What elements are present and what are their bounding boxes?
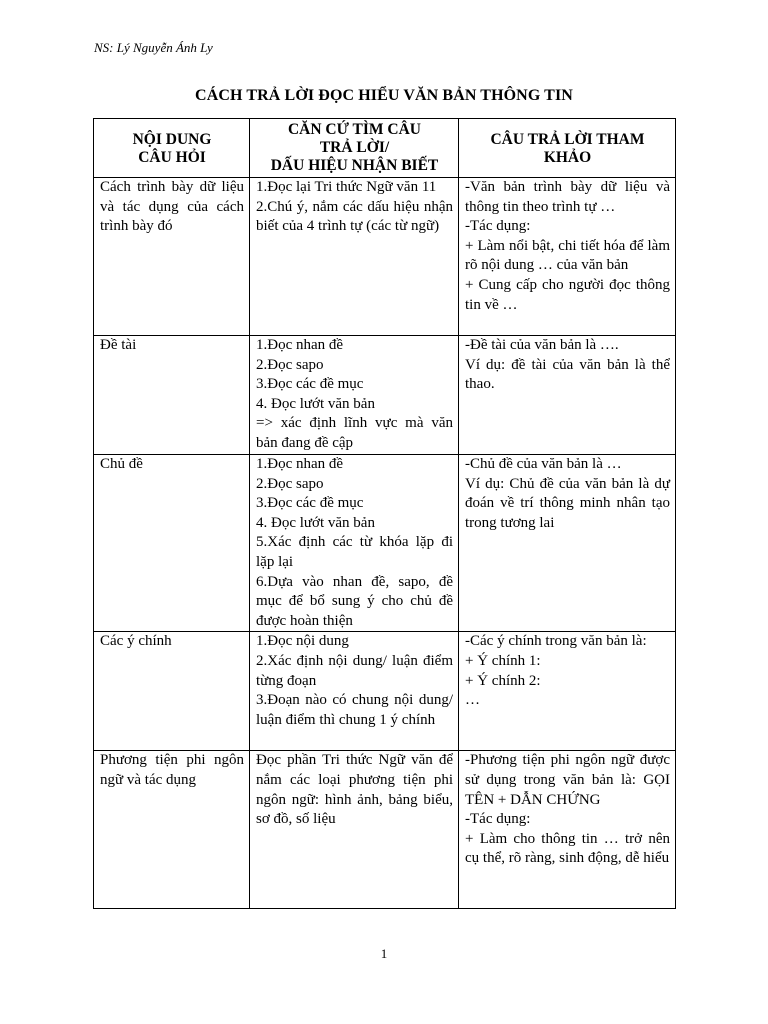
answer-cell: -Văn bản trình bày dữ liệu và thông tin theo trình tự … -Tác dụng: + Làm nổi bật, chi tiết hóa để làm rõ nội dung … của văn bản + Cung cấp cho người đọc thông tin về …	[459, 178, 676, 336]
question-cell: Chủ đề	[94, 455, 250, 632]
answer-cell: -Đề tài của văn bản là …. Ví dụ: đề tài của văn bản là thể thao.	[459, 336, 676, 455]
basis-cell: Đọc phần Tri thức Ngữ văn để nắm các loại phương tiện phi ngôn ngữ: hình ảnh, bảng biểu, sơ đồ, số liệu	[250, 751, 459, 909]
header-answer-basis: CĂN CỨ TÌM CÂU TRẢ LỜI/ DẤU HIỆU NHẬN BIẾT	[250, 119, 459, 178]
table-row	[94, 632, 676, 751]
basis-cell: 1.Đọc nội dung 2.Xác định nội dung/ luận điểm từng đoạn 3.Đoạn nào có chung nội dung/ luận điểm thì chung 1 ý chính	[250, 632, 459, 751]
question-cell: Các ý chính	[94, 632, 250, 751]
answer-guide-table	[93, 118, 676, 909]
question-cell: Đề tài	[94, 336, 250, 455]
basis-cell: 1.Đọc lại Tri thức Ngữ văn 11 2.Chú ý, nắm các dấu hiệu nhận biết của 4 trình tự (các từ ngữ)	[250, 178, 459, 336]
basis-cell: 1.Đọc nhan đề 2.Đọc sapo 3.Đọc các đề mục 4. Đọc lướt văn bản => xác định lĩnh vực mà văn bản đang đề cập	[250, 336, 459, 455]
table-row	[94, 455, 676, 632]
table-row	[94, 336, 676, 455]
answer-cell: -Các ý chính trong văn bản là: + Ý chính 1: + Ý chính 2: …	[459, 632, 676, 751]
table-row	[94, 178, 676, 336]
question-cell: Cách trình bày dữ liệu và tác dụng của cách trình bày đó	[94, 178, 250, 336]
table-header-row	[94, 119, 676, 178]
header-question-content: NỘI DUNG CÂU HỎI	[94, 119, 250, 178]
answer-cell: -Phương tiện phi ngôn ngữ được sử dụng trong văn bản là: GỌI TÊN + DẪN CHỨNG -Tác dụng: + Làm cho thông tin … trở nên cụ thể, rõ ràng, sinh động, dễ hiểu	[459, 751, 676, 909]
table-row	[94, 751, 676, 909]
page-number: 1	[380, 946, 388, 961]
author-header: NS: Lý Nguyễn Ánh Ly	[94, 40, 213, 55]
document-title: CÁCH TRẢ LỜI ĐỌC HIỂU VĂN BẢN THÔNG TIN	[195, 87, 573, 104]
answer-cell: -Chủ đề của văn bản là … Ví dụ: Chủ đề của văn bản là dự đoán về trí thông minh nhân tạo trong tương lai	[459, 455, 676, 632]
basis-cell: 1.Đọc nhan đề 2.Đọc sapo 3.Đọc các đề mục 4. Đọc lướt văn bản 5.Xác định các từ khóa lặp đi lặp lại 6.Dựa vào nhan đề, sapo, đề mục để bổ sung ý cho chủ đề được hoàn thiện	[250, 455, 459, 632]
header-reference-answer: CÂU TRẢ LỜI THAM KHẢO	[459, 119, 676, 178]
question-cell: Phương tiện phi ngôn ngữ và tác dụng	[94, 751, 250, 909]
